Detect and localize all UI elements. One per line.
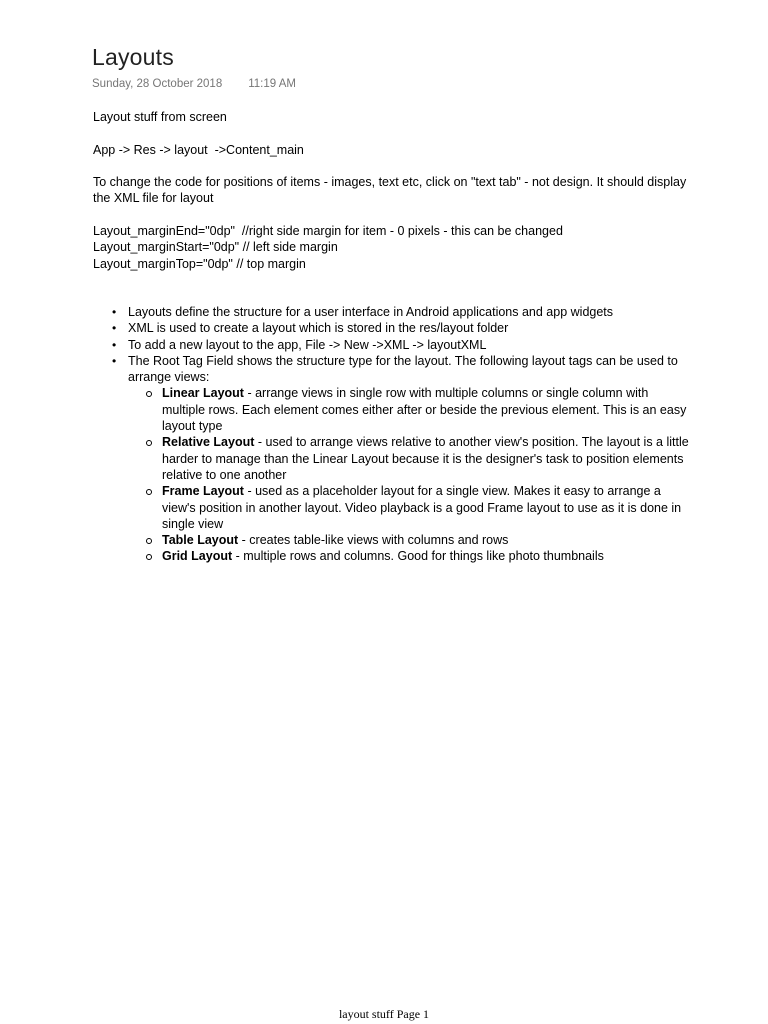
list-item-linear-layout <box>128 385 693 434</box>
term-label: Frame Layout <box>162 484 244 499</box>
list-item <box>93 304 693 320</box>
term-description: - multiple rows and columns. Good for things like photo thumbnails <box>232 549 604 564</box>
list-item-grid-layout <box>128 548 693 564</box>
list-item <box>93 353 693 565</box>
bullet-text: To add a new layout to the app, File -> New ->XML -> layoutXML <box>128 337 487 352</box>
term-label: Relative Layout <box>162 435 255 450</box>
note-time: 11:19 AM <box>248 78 296 90</box>
bullet-list <box>93 304 693 565</box>
bullet-text: Layouts define the structure for a user interface in Android applications and app widgets <box>128 304 614 319</box>
text-line-app-path: App -> Res -> layout ->Content_main <box>93 142 304 157</box>
list-item <box>93 337 693 353</box>
term-description: - used as a placeholder layout for a single view. Makes it easy to arrange a view's position in another layout. Video playback is a good Frame layout to use as it is done in single view <box>162 484 682 531</box>
term-description: - arrange views in single row with multiple columns or single column with multiple rows. Each element comes either after or beside the previous element. This is an easy layout type <box>162 386 687 434</box>
sub-bullet-list <box>128 385 693 564</box>
text-line-margin-top: Layout_marginTop="0dp" // top margin <box>93 256 306 271</box>
list-item-relative-layout <box>128 434 693 483</box>
text-line-margin-start: Layout_marginStart="0dp" // left side margin <box>93 240 338 255</box>
text-paragraph-change-code: To change the code for positions of items - images, text etc, click on "text tab" - not design. It should display the XML file for layout <box>93 175 687 206</box>
bullet-text: The Root Tag Field shows the structure type for the layout. The following layout tags can be used to arrange views: <box>128 353 678 385</box>
page-title: Layouts <box>92 44 174 70</box>
term-description: - used to arrange views relative to another view's position. The layout is a little harder to manage than the Linear Layout because it is the designer's task to position elements relative to one another <box>162 435 689 482</box>
bullet-text: XML is used to create a layout which is stored in the res/layout folder <box>128 321 509 336</box>
page-footer: layout stuff Page 1 <box>338 1007 430 1021</box>
term-description: - creates table-like views with columns and rows <box>238 533 509 548</box>
text-line-layout-stuff: Layout stuff from screen <box>93 110 227 124</box>
term-label: Linear Layout <box>162 386 244 401</box>
list-item <box>93 320 693 336</box>
text-line-margin-end: Layout_marginEnd="0dp" //right side margin for item - 0 pixels - this can be changed <box>93 224 563 239</box>
note-body <box>93 109 693 565</box>
list-item-table-layout <box>128 532 693 548</box>
term-label: Table Layout <box>162 533 239 548</box>
note-timestamp <box>92 78 296 90</box>
term-label: Grid Layout <box>162 549 233 564</box>
list-item-frame-layout <box>128 483 693 532</box>
note-date: Sunday, 28 October 2018 <box>92 78 223 90</box>
